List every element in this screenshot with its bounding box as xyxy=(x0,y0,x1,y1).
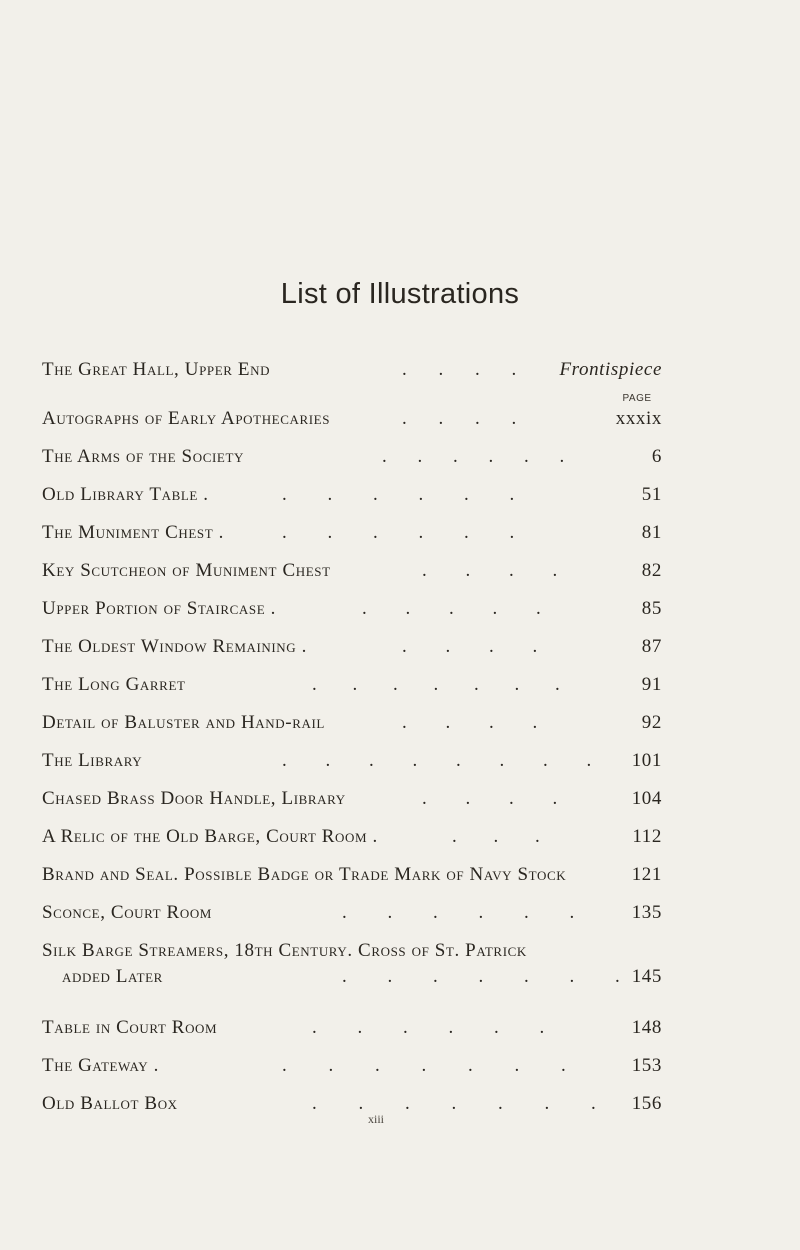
dot-leader: . . . . xyxy=(402,636,538,657)
dot-leader: . . . . xyxy=(402,359,517,380)
illustration-title: Chased Brass Door Handle, Library xyxy=(42,788,346,809)
page-number: 145 xyxy=(631,966,662,987)
page-number: 87 xyxy=(641,636,662,657)
illustration-title: The Great Hall, Upper End xyxy=(42,359,271,380)
page-number: 153 xyxy=(631,1055,662,1076)
dot-leader: . . . . . . . . xyxy=(282,750,592,771)
illustration-title: The Long Garret xyxy=(42,674,186,695)
illustration-title: Table in Court Room xyxy=(42,1017,218,1038)
dot-leader: . . . . xyxy=(402,408,517,429)
page-number: 82 xyxy=(641,560,662,581)
illustration-title: Key Scutcheon of Muniment Chest xyxy=(42,560,331,581)
dot-leader: . . . . . . . xyxy=(342,966,620,987)
dot-leader: . . . . . . xyxy=(282,484,515,505)
illustration-title: The Arms of the Society xyxy=(42,446,244,467)
page-number: 148 xyxy=(631,1017,662,1038)
dot-leader: . . . . . . . xyxy=(282,1055,566,1076)
dot-leader: . . . . xyxy=(422,788,558,809)
illustration-title: The Oldest Window Remaining . xyxy=(42,636,307,657)
illustration-title: Sconce, Court Room xyxy=(42,902,212,923)
dot-leader: . . . . . . xyxy=(282,522,515,543)
page-number: 135 xyxy=(631,902,662,923)
dot-leader: . . . . . . . xyxy=(312,1093,596,1114)
page-number: 51 xyxy=(641,484,662,505)
dot-leader: . . . xyxy=(452,826,540,847)
page-number: 91 xyxy=(641,674,662,695)
illustration-title-continued: added Later xyxy=(62,966,163,987)
dot-leader: . . . . . . xyxy=(382,446,565,467)
page-number: 112 xyxy=(632,826,662,847)
illustration-title: A Relic of the Old Barge, Court Room . xyxy=(42,826,378,847)
page-folio: xiii xyxy=(368,1112,385,1126)
dot-leader: . . . . xyxy=(422,560,558,581)
dot-leader: . . . . . xyxy=(362,598,541,619)
page-number: Frontispiece xyxy=(559,359,662,380)
page-number: xxxix xyxy=(615,408,662,429)
page-number: 121 xyxy=(631,864,662,885)
illustration-title: Old Ballot Box xyxy=(42,1093,178,1114)
page-number: 104 xyxy=(631,788,662,809)
illustration-title: Silk Barge Streamers, 18th Century. Cross of St. Patrick xyxy=(42,940,527,961)
page-number: 92 xyxy=(641,712,662,733)
illustration-title: Upper Portion of Staircase . xyxy=(42,598,276,619)
illustration-title: Detail of Baluster and Hand-rail xyxy=(42,712,325,733)
dot-leader: . . . . . . . xyxy=(312,674,560,695)
illustration-title: Brand and Seal. Possible Badge or Trade Mark of Navy Stock xyxy=(42,864,567,885)
page-number: 101 xyxy=(631,750,662,771)
illustration-title: The Library xyxy=(42,750,143,771)
page-column-label: PAGE xyxy=(622,393,652,404)
illustration-title: Autographs of Early Apothecaries xyxy=(42,408,331,429)
page-number: 6 xyxy=(651,446,662,467)
page-title: List of Illustrations xyxy=(280,278,520,310)
illustration-title: The Gateway . xyxy=(42,1055,159,1076)
page-number: 81 xyxy=(641,522,662,543)
dot-leader: . . . . . . xyxy=(312,1017,545,1038)
illustration-title: The Muniment Chest . xyxy=(42,522,224,543)
page-number: 85 xyxy=(641,598,662,619)
dot-leader: . . . . . . xyxy=(342,902,575,923)
page-number: 156 xyxy=(631,1093,662,1114)
illustration-title: Old Library Table . xyxy=(42,484,209,505)
dot-leader: . . . . xyxy=(402,712,538,733)
